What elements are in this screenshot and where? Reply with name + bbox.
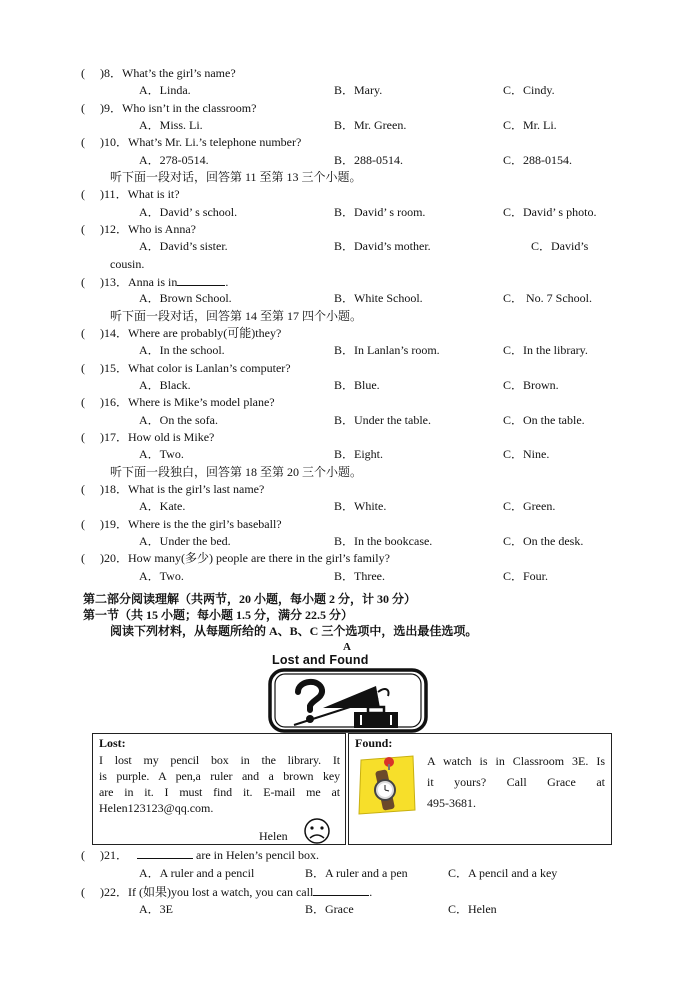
lost-found-title: Lost and Found [272, 653, 369, 667]
q11-option-b: B．David’ s room. [334, 205, 426, 219]
q8-option-a: A．Linda. [139, 83, 191, 97]
q13-option-a: A．Brown School. [139, 291, 232, 305]
answer-blank [313, 884, 369, 896]
q20-option-a: A．Two. [139, 569, 184, 583]
question-14: ( )14．Where are probably(可能)they? [81, 326, 282, 340]
q20-option-c: C．Four. [503, 569, 549, 583]
q10-option-c: C．288-0154. [503, 153, 573, 167]
q21-option-c: C．A pencil and a key [448, 866, 558, 880]
question-19: ( )19．Where is the the girl’s baseball? [81, 517, 282, 531]
q8-option-c: C．Cindy. [503, 83, 555, 97]
q8-option-b: B．Mary. [334, 83, 383, 97]
q17-option-c: C．Nine. [503, 447, 550, 461]
question-22: ( )22．If (如果)you lost a watch, you can call . [81, 885, 373, 899]
q9-option-a: A．Miss. Li. [139, 118, 203, 132]
q12-option-b: B．David’s mother. [334, 239, 431, 253]
q18-option-b: B．White. [334, 499, 387, 513]
answer-blank [137, 847, 193, 859]
q19-option-b: B．In the bookcase. [334, 534, 433, 548]
q16-option-b: B．Under the table. [334, 413, 431, 427]
found-line-1: A watch is in Classroom 3E. Is [427, 754, 605, 768]
q11-option-c: C．David’ s photo. [503, 205, 597, 219]
q22-option-c: C．Helen [448, 902, 497, 916]
q15-option-c: C．Brown. [503, 378, 559, 392]
q12-option-c: C．David’s [531, 239, 589, 253]
q17-option-a: A．Two. [139, 447, 184, 461]
lost-line-2: is purple. A pen,a ruler and a brown key [99, 769, 340, 783]
lost-line-3: are in it. I must find it. E-mail me at [99, 785, 340, 799]
question-8: ( )8．What’s the girl’s name? [81, 66, 236, 80]
answer-blank [177, 274, 225, 286]
q21-option-b: B．A ruler and a pen [305, 866, 408, 880]
q12-option-c-continued: cousin. [110, 257, 145, 271]
question-18: ( )18．What is the girl’s last name? [81, 482, 265, 496]
passage-letter: A [343, 641, 351, 653]
q18-option-c: C．Green. [503, 499, 556, 513]
lost-line-4: Helen123123@qq.com. [99, 801, 214, 815]
question-9: ( )9．Who isn’t in the classroom? [81, 101, 257, 115]
q22-option-b: B．Grace [305, 902, 354, 916]
question-11: ( )11．What is it? [81, 187, 180, 201]
q10-option-b: B．288-0514. [334, 153, 404, 167]
lost-line-1: I lost my pencil box in the library. It [99, 753, 340, 767]
q16-option-c: C．On the table. [503, 413, 585, 427]
q9-option-b: B．Mr. Green. [334, 118, 407, 132]
q16-option-a: A．On the sofa. [139, 413, 218, 427]
q9-option-c: C．Mr. Li. [503, 118, 557, 132]
found-label: Found: [355, 736, 393, 750]
question-20: ( )20．How many(多少) people are there in the girl’s family? [81, 551, 390, 565]
question-21: ( )21． are in Helen’s pencil box. [81, 848, 319, 862]
lost-label: Lost: [99, 736, 126, 750]
question-15: ( )15．What color is Lanlan’s computer? [81, 361, 291, 375]
q22-option-a: A．3E [139, 902, 173, 916]
section1-title: 第一节（共 15 小题；每小题 1.5 分，满分 22.5 分） [83, 608, 354, 622]
q18-option-a: A．Kate. [139, 499, 186, 513]
q13-option-c: C． No. 7 School. [503, 291, 593, 305]
instruction-14-17: 听下面一段对话，回答第 14 至第 17 四个小题。 [110, 309, 363, 323]
q12-option-a: A．David’s sister. [139, 239, 228, 253]
q13-option-b: B．White School. [334, 291, 423, 305]
q10-option-a: A．278-0514. [139, 153, 209, 167]
lost-found-icon [268, 668, 428, 733]
q20-option-b: B．Three. [334, 569, 385, 583]
question-10: ( )10．What’s Mr. Li.’s telephone number? [81, 135, 302, 149]
q14-option-a: A．In the school. [139, 343, 225, 357]
found-line-2: it yours? Call Grace at [427, 775, 605, 789]
q19-option-c: C．On the desk. [503, 534, 584, 548]
question-12: ( )12．Who is Anna? [81, 222, 197, 236]
watch-icon [357, 754, 417, 816]
q14-option-b: B．In Lanlan’s room. [334, 343, 440, 357]
instruction-18-20: 听下面一段独白，回答第 18 至第 20 三个小题。 [110, 465, 363, 479]
q15-option-b: B．Blue. [334, 378, 380, 392]
found-line-3: 495-3681. [427, 796, 476, 810]
q21-option-a: A．A ruler and a pencil [139, 866, 255, 880]
reading-instruction: 阅读下列材料，从每题所给的 A、B、C 三个选项中，选出最佳选项。 [110, 624, 478, 638]
question-16: ( )16．Where is Mike’s model plane? [81, 395, 275, 409]
question-17: ( )17．How old is Mike? [81, 430, 215, 444]
q15-option-a: A．Black. [139, 378, 191, 392]
lost-signature: Helen [259, 829, 288, 843]
q14-option-c: C．In the library. [503, 343, 588, 357]
part2-title: 第二部分阅读理解（共两节，20 小题，每小题 2 分，计 30 分） [83, 592, 417, 606]
question-13: ( )13．Anna is in . [81, 275, 229, 289]
q17-option-b: B．Eight. [334, 447, 384, 461]
instruction-11-13: 听下面一段对话，回答第 11 至第 13 三个小题。 [110, 170, 362, 184]
sad-face-icon [301, 818, 333, 844]
q19-option-a: A．Under the bed. [139, 534, 231, 548]
q11-option-a: A．David’ s school. [139, 205, 238, 219]
